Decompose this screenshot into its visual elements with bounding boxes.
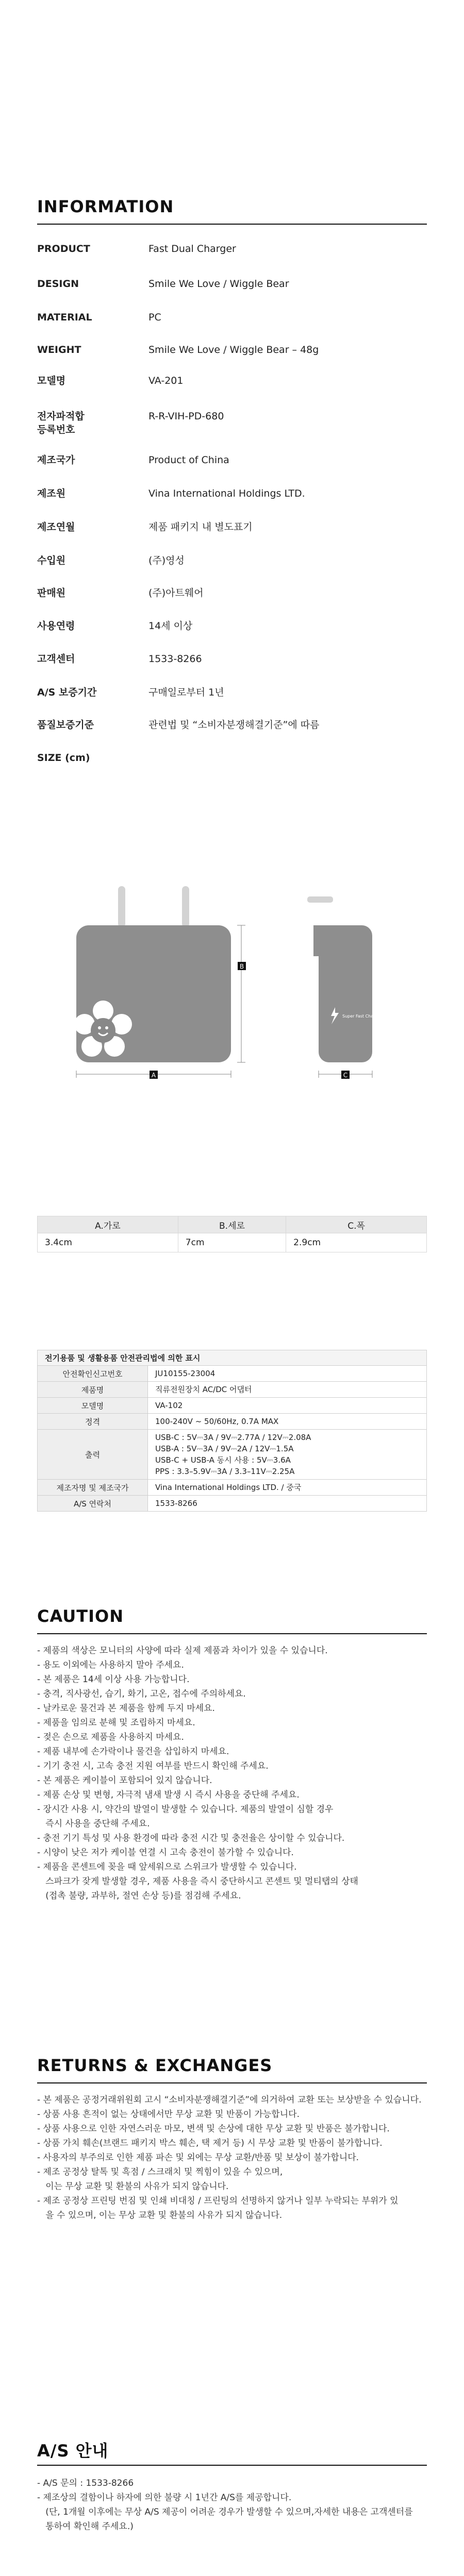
as-item: - A/S 문의 : 1533-8266 xyxy=(37,2478,134,2488)
info-label: 제조원 xyxy=(37,488,66,499)
returns-title: RETURNS & EXCHANGES xyxy=(37,2056,273,2075)
info-value: Fast Dual Charger xyxy=(148,243,236,255)
certification-value xyxy=(148,1414,427,1430)
certification-value-line: USB-C : 5V⎓3A / 9V⎓2.77A / 12V⎓2.08A xyxy=(155,1433,311,1442)
dim-header-b: B.세로 xyxy=(178,1216,286,1233)
dim-header-a: A.가로 xyxy=(38,1216,178,1233)
caution-item: 스파크가 잦게 발생할 경우, 제품 사용을 즉시 중단하시고 콘센트 및 멀티탭의 상태 xyxy=(37,1876,358,1887)
info-title: INFORMATION xyxy=(37,197,174,216)
returns-divider xyxy=(37,2082,427,2083)
certification-value xyxy=(148,1366,427,1382)
returns-item: - 제조 공정상 프린팅 번짐 및 인쇄 비대칭 / 프린팅의 선명하지 않거나 일부 누락되는 부위가 있 xyxy=(37,2196,399,2206)
returns-item: - 상품 가치 훼손(브랜드 패키지 박스 훼손, 택 제거 등) 시 무상 교환 및 반품이 불가합니다. xyxy=(37,2138,383,2148)
label-c: C xyxy=(343,1072,348,1079)
info-label: 제조국가 xyxy=(37,454,75,466)
charger-diagram xyxy=(0,881,464,1097)
front-prong-right xyxy=(182,886,189,927)
caution-item: - 제품 내부에 손가락이나 물건을 삽입하지 마세요. xyxy=(37,1747,229,1757)
certification-value xyxy=(148,1496,427,1512)
info-label: SIZE (cm) xyxy=(37,752,90,764)
certification-value-line: VA-102 xyxy=(155,1401,183,1410)
info-label: 수입원 xyxy=(37,555,66,566)
caution-item: - 충전 기기 특성 및 사용 환경에 따라 충전 시간 및 충전율은 상이할 수 있습니다. xyxy=(37,1833,345,1843)
info-label: 판매원 xyxy=(37,587,66,599)
info-label: A/S 보증기간 xyxy=(37,687,97,698)
certification-key: 모델명 xyxy=(38,1398,148,1414)
info-label: 품질보증기준 xyxy=(37,719,94,731)
caution-item: - 제품의 색상은 모니터의 사양에 따라 실제 제품과 차이가 있을 수 있습니다. xyxy=(37,1646,328,1656)
certification-value-line: 100-240V ~ 50/60Hz, 0.7A MAX xyxy=(155,1417,279,1426)
caution-item: - 시양이 낮은 저가 케이블 연결 시 고속 충전이 불가할 수 있습니다. xyxy=(37,1848,294,1858)
info-value: VA-201 xyxy=(148,375,184,386)
caution-item: - 용도 이외에는 사용하지 말아 주세요. xyxy=(37,1660,184,1670)
returns-item: 이는 무상 교환 및 환불의 사유가 되지 않습니다. xyxy=(37,2181,229,2192)
certification-value-line: Vina International Holdings LTD. / 중국 xyxy=(155,1483,302,1492)
info-label: 사용연령 xyxy=(37,620,75,632)
certification-value xyxy=(148,1430,427,1480)
caution-list xyxy=(37,1643,358,1903)
as-item: 통하여 확인해 주세요.) xyxy=(37,2521,134,2532)
caution-divider xyxy=(37,1633,427,1634)
certification-key: 정격 xyxy=(38,1414,148,1430)
returns-item: - 제조 공정상 탈톡 및 흑점 / 스크래치 및 찍힘이 있을 수 있으며, xyxy=(37,2167,283,2177)
returns-item: - 본 제품은 공정거래위원회 고시 “소비자분쟁해결기준”에 의거하여 교환 또는 보상받을 수 있습니다. xyxy=(37,2095,422,2105)
caution-item: - 제품을 콘센트에 꽂을 때 앞세워으로 스위크가 발생할 수 있습니다. xyxy=(37,1862,297,1872)
dim-header-c: C.폭 xyxy=(286,1216,427,1233)
certification-row xyxy=(38,1496,427,1512)
as-divider xyxy=(37,2465,427,2466)
info-value: 1533-8266 xyxy=(148,653,202,665)
info-label: 모델명 xyxy=(37,375,66,386)
certification-row xyxy=(38,1430,427,1480)
dim-value-a: 3.4cm xyxy=(38,1233,178,1252)
info-label: WEIGHT xyxy=(37,344,81,355)
returns-item: 을 수 있으며, 이는 무상 교환 및 환불의 사유가 되지 않습니다. xyxy=(37,2210,283,2221)
caution-item: - 젖은 손으로 제품을 사용하지 마세요. xyxy=(37,1732,184,1742)
info-value: 구매일로부터 1년 xyxy=(148,687,224,698)
info-value: R-R-VIH-PD-680 xyxy=(148,411,224,422)
certification-row xyxy=(38,1366,427,1382)
as-title: A/S 안내 xyxy=(37,2441,109,2461)
info-label: 고객센터 xyxy=(37,653,75,665)
certification-key: 출력 xyxy=(38,1430,148,1480)
side-badge-text: Super Fast Charging xyxy=(342,1014,384,1019)
info-value: 14세 이상 xyxy=(148,620,193,632)
info-value: (주)영성 xyxy=(148,555,185,566)
certification-table xyxy=(37,1350,427,1512)
certification-row xyxy=(38,1480,427,1496)
caution-item: - 날카로운 물건과 본 제품을 함께 두지 마세요. xyxy=(37,1703,215,1714)
caution-item: - 본 제품은 케이블이 포함되어 있지 않습니다. xyxy=(37,1775,212,1786)
certification-value-line: PPS : 3.3–5.9V⎓3A / 3.3–11V⎓2.25A xyxy=(155,1467,295,1476)
certification-key: A/S 연락처 xyxy=(38,1496,148,1512)
certification-heading: 전기용품 및 생활용품 안전관리법에 의한 표시 xyxy=(38,1350,427,1366)
info-label: PRODUCT xyxy=(37,243,90,255)
caution-title: CAUTION xyxy=(37,1606,124,1626)
caution-item: - 충격, 직사광선, 습기, 화기, 고온, 접수에 주의하세요. xyxy=(37,1689,246,1699)
returns-item: - 상품 사용 흔적이 없는 상태에서만 무상 교환 및 반품이 가능합니다. xyxy=(37,2109,300,2120)
caution-item: - 제품 손상 및 변형, 자극적 냄새 발생 시 즉시 사용을 중단해 주세요. xyxy=(37,1790,300,1800)
caution-item: - 제품을 임의로 분해 및 조립하지 마세요. xyxy=(37,1718,195,1728)
certification-value-line: USB-A : 5V⎓3A / 9V⎓2A / 12V⎓1.5A xyxy=(155,1444,294,1453)
front-prong-left xyxy=(118,886,125,927)
info-value: Product of China xyxy=(148,454,229,466)
certification-value xyxy=(148,1382,427,1398)
dim-value-c: 2.9cm xyxy=(286,1233,427,1252)
info-label: 제조연월 xyxy=(37,521,75,533)
info-value: (주)아트웨어 xyxy=(148,587,204,599)
dim-value-b: 7cm xyxy=(178,1233,286,1252)
certification-value-line: 1533-8266 xyxy=(155,1499,197,1508)
certification-key: 제조자명 및 제조국가 xyxy=(38,1480,148,1496)
label-b: B xyxy=(239,963,244,970)
certification-value xyxy=(148,1398,427,1414)
dimension-table xyxy=(37,1216,427,1252)
as-item: - 제조상의 결함이나 하자에 의한 불량 시 1년간 A/S를 제공합니다. xyxy=(37,2493,292,2503)
info-value: PC xyxy=(148,312,161,323)
certification-value-line: JU10155-23004 xyxy=(155,1369,216,1378)
certification-value-line: USB-C + USB-A 동시 사용 : 5V⎓3.6A xyxy=(155,1455,291,1465)
returns-item: - 사용자의 부주의로 인한 제품 파손 및 외에는 무상 교환/반품 및 보상이 불가합니다. xyxy=(37,2153,359,2163)
certification-value-line: 직류전원장치 AC/DC 어댑터 xyxy=(155,1385,252,1394)
info-value: 관련법 및 “소비자분쟁해결기준”에 따름 xyxy=(148,719,320,731)
label-a: A xyxy=(151,1072,156,1079)
certification-row xyxy=(38,1398,427,1414)
certification-row xyxy=(38,1414,427,1430)
info-label: 전자파적합 등록번호 xyxy=(37,411,85,435)
info-value: 제품 패키지 내 별도표기 xyxy=(148,521,253,533)
as-list xyxy=(37,2476,413,2534)
caution-item: - 장시간 사용 시, 약간의 발열이 발생할 수 있습니다. 제품의 발열이 심할 경우 xyxy=(37,1804,334,1815)
as-item: (단, 1개월 이후에는 무상 A/S 제공이 어려운 경우가 발생할 수 있으며,자세한 내용은 고객센터를 xyxy=(37,2507,413,2517)
certification-key: 안전확인신고번호 xyxy=(38,1366,148,1382)
returns-list xyxy=(37,2093,421,2223)
info-divider xyxy=(37,224,427,225)
info-label: DESIGN xyxy=(37,278,79,290)
side-prong xyxy=(307,896,333,903)
caution-item: - 본 제품은 14세 이상 사용 가능합니다. xyxy=(37,1674,190,1685)
returns-item: - 상품 사용으로 인한 자연스러운 마모, 변색 및 손상에 대한 무상 교환 및 반품은 불가합니다. xyxy=(37,2124,390,2134)
certification-key: 제품명 xyxy=(38,1382,148,1398)
info-value: Vina International Holdings LTD. xyxy=(148,488,305,499)
info-label: MATERIAL xyxy=(37,312,92,323)
certification-value xyxy=(148,1480,427,1496)
caution-item: 즉시 사용을 중단해 주세요. xyxy=(37,1819,150,1829)
info-value: Smile We Love / Wiggle Bear xyxy=(148,278,289,290)
certification-row xyxy=(38,1382,427,1398)
caution-item: (접촉 불량, 과부하, 절연 손상 등)를 점검해 주세요. xyxy=(37,1891,241,1901)
info-value: Smile We Love / Wiggle Bear – 48g xyxy=(148,344,319,355)
caution-item: - 기기 충전 시, 고속 충전 지원 여부를 반드시 확인해 주세요. xyxy=(37,1761,269,1771)
